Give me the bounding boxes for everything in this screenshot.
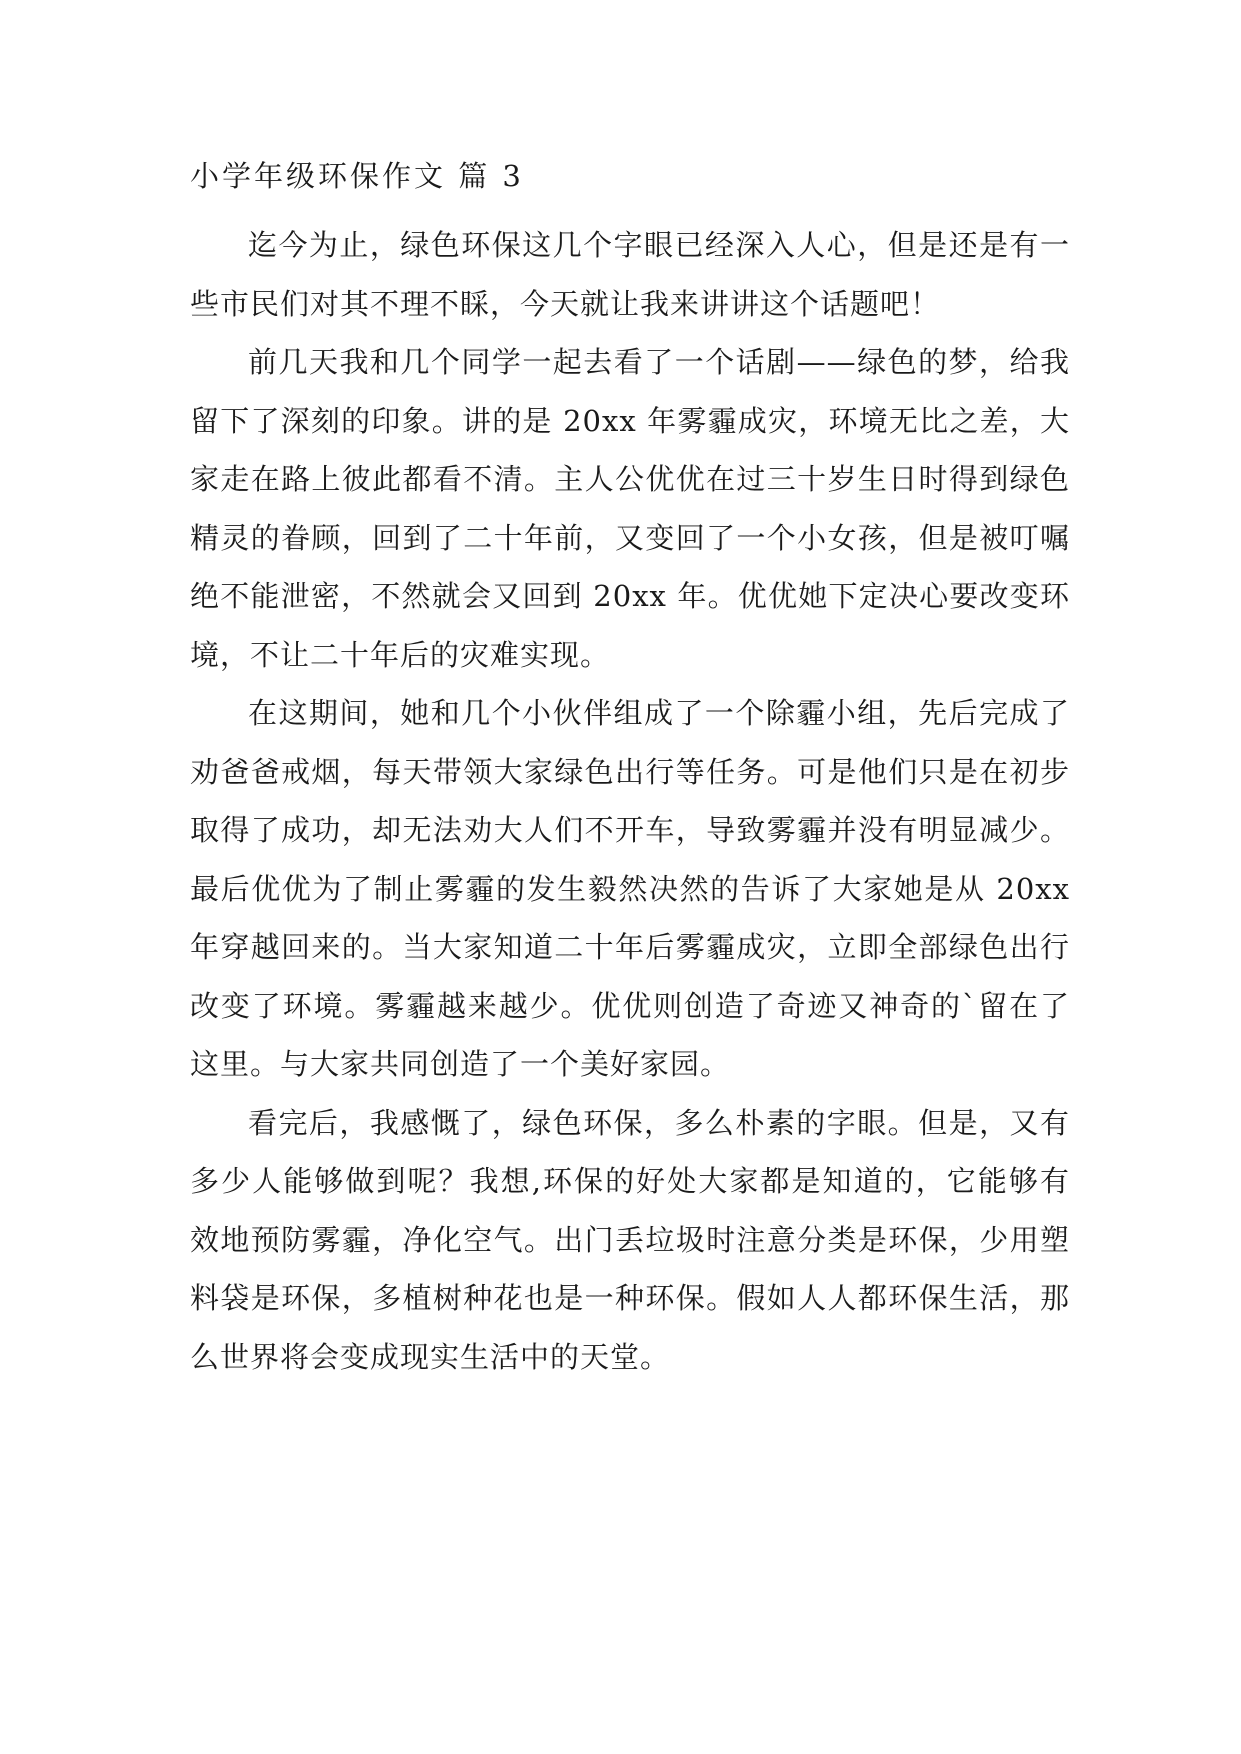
paragraph-1: 迄今为止，绿色环保这几个字眼已经深入人心，但是还是有一些市民们对其不理不睬，今天就让我来讲讲这个话题吧！: [190, 228, 1070, 321]
paragraph-4: 看完后，我感慨了，绿色环保，多么朴素的字眼。但是，又有多少人能够做到呢？我想,环保的好处大家都是知道的，它能够有效地预防雾霾，净化空气。出门丢垃圾时注意分类是环保，少用塑料袋是环保，多植树种花也是一种环保。假如人人都环保生活，那么世界将会变成现实生活中的天堂。: [190, 1105, 1070, 1374]
document-title: 小学年级环保作文 篇 3: [190, 159, 524, 193]
paragraph-3: 在这期间，她和几个小伙伴组成了一个除霾小组，先后完成了劝爸爸戒烟，每天带领大家绿色出行等任务。可是他们只是在初步取得了成功，却无法劝大人们不开车，导致雾霾并没有明显减少。最后优优为了制止雾霾的发生毅然决然的告诉了大家她是从 20xx 年穿越回来的。当大家知道二十年后雾霾成灾，立即全部绿色出行改变了环境。雾霾越来越少。优优则创造了奇迹又神奇的`留在了这里。与大家共同创造了一个美好家园。: [190, 696, 1070, 1081]
paragraph-2: 前几天我和几个同学一起去看了一个话剧——绿色的梦，给我留下了深刻的印象。讲的是 20xx 年雾霾成灾，环境无比之差，大家走在路上彼此都看不清。主人公优优在过三十岁生日时得到绿色精灵的眷顾，回到了二十年前，又变回了一个小女孩，但是被叮嘱绝不能泄密，不然就会又回到 20xx 年。优优她下定决心要改变环境，不让二十年后的灾难实现。: [190, 345, 1070, 672]
document-page: [190, 156, 1070, 1386]
